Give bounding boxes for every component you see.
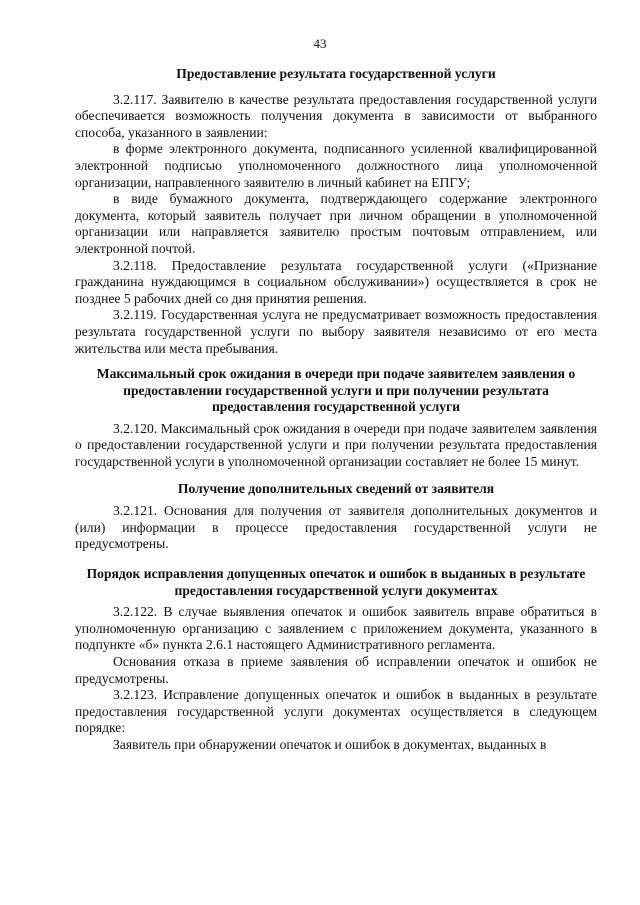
paragraph-3-2-122: 3.2.122. В случае выявления опечаток и ошибок заявитель вправе обратиться в уполномоченную организацию с заявлением с приложением документа, указанного в подпункте «б» пункта 2.6.1 настоящего Административного регламента. bbox=[75, 604, 597, 653]
paragraph-refusal-grounds: Основания отказа в приеме заявления об исправлении опечаток и ошибок не предусмотрены. bbox=[75, 654, 597, 686]
paragraph-electronic-form: в форме электронного документа, подписанного усиленной квалифицированной электронной подписью уполномоченного должностного лица уполномоченной организации, направленного заявителю в личный кабинет на ЕПГУ; bbox=[75, 141, 597, 190]
section-queue-waiting-time bbox=[75, 366, 597, 471]
paragraph-3-2-118: 3.2.118. Предоставление результата государственной услуги («Признание гражданина нуждающимся в социальном обслуживании») осуществляется в срок не позднее 5 рабочих дней со дня принятия решения. bbox=[75, 257, 597, 306]
section-heading: Порядок исправления допущенных опечаток и ошибок в выданных в результате предоставления государственной услуги документах bbox=[86, 566, 586, 598]
paragraph-paper-form: в виде бумажного документа, подтверждающего содержание электронного документа, который заявитель получает при личном обращении в уполномоченной организации или направляется заявителю простым почтовым отправлением, или электронной почтой. bbox=[75, 191, 597, 256]
section-result-provision bbox=[75, 66, 597, 357]
paragraph-3-2-121: 3.2.121. Основания для получения от заявителя дополнительных документов и (или) информации в процессе предоставления государственной услуги не предусмотрены. bbox=[75, 503, 597, 552]
section-heading: Максимальный срок ожидания в очереди при подаче заявителем заявления о предоставлении государственной услуги и при получении результата предоставления государственной услуги bbox=[96, 366, 576, 415]
document-body bbox=[75, 66, 597, 754]
page-number: 43 bbox=[313, 36, 327, 51]
section-additional-info bbox=[75, 481, 597, 553]
paragraph-applicant-procedure: Заявитель при обнаружении опечаток и ошибок в документах, выданных в bbox=[113, 736, 547, 752]
section-heading: Предоставление результата государственной услуги bbox=[176, 66, 496, 81]
section-error-correction bbox=[75, 566, 597, 754]
paragraph-3-2-117: 3.2.117. Заявителю в качестве результата предоставления государственной услуги обеспечивается возможность получения документа в зависимости от выбранного способа, указанного в заявлении: bbox=[75, 91, 597, 140]
paragraph-3-2-120: 3.2.120. Максимальный срок ожидания в очереди при подаче заявителем заявления о предоставлении государственной услуги и при получении результата предоставления государственной услуги в уполномоченной организации составляет не более 15 минут. bbox=[75, 420, 597, 470]
section-heading: Получение дополнительных сведений от заявителя bbox=[177, 480, 495, 496]
paragraph-3-2-123: 3.2.123. Исправление допущенных опечаток и ошибок в выданных в результате предоставления государственной услуги документах осуществляется в следующем порядке: bbox=[75, 687, 597, 736]
paragraph-3-2-119: 3.2.119. Государственная услуга не предусматривает возможность предоставления результата государственной услуги по выбору заявителя независимо от его места жительства или места пребывания. bbox=[75, 307, 597, 356]
